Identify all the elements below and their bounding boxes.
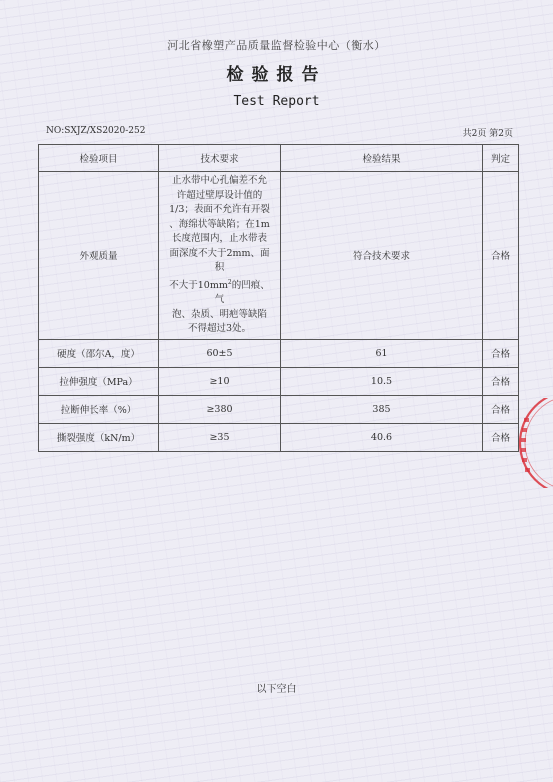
verdict-cell: 合格 [483, 172, 519, 340]
official-seal-stamp [500, 398, 553, 488]
item-cell: 拉断伸长率（%） [39, 395, 159, 423]
verdict-cell: 合格 [483, 339, 519, 367]
requirement-cell: ≥10 [159, 367, 281, 395]
table-row [39, 339, 519, 367]
requirement-cell [159, 172, 281, 340]
column-header-item: 检验项目 [39, 145, 159, 172]
requirement-line: 长度范围内，止水带表 [171, 233, 267, 244]
item-cell: 硬度（邵尔A，度） [39, 339, 159, 367]
result-cell: 385 [281, 395, 483, 423]
table-header-row [39, 145, 519, 172]
report-title-cn: 检验报告 [226, 65, 327, 85]
result-cell: 符合技术要求 [281, 172, 483, 340]
report-number: NO:SXJZ/XS2020-252 [46, 126, 146, 136]
results-table [38, 144, 519, 452]
page-indicator: 共2页 第2页 [462, 129, 513, 139]
item-cell: 拉伸强度（MPa） [39, 367, 159, 395]
requirement-cell: ≥35 [159, 423, 281, 451]
table-row [39, 367, 519, 395]
requirement-line: 止水带中心孔偏差不允 [171, 175, 267, 186]
result-cell: 10.5 [281, 367, 483, 395]
result-cell: 40.6 [281, 423, 483, 451]
requirement-line: 不大于$10mm^2$的凹痕、气 [169, 278, 270, 306]
requirement-line: 1/3；表面不允许有开裂 [169, 204, 270, 215]
table-row [39, 172, 519, 340]
requirement-cell: ≥380 [159, 395, 281, 423]
table-row [39, 395, 519, 423]
column-header-requirement: 技术要求 [159, 145, 281, 172]
requirement-line: 泡、杂质、明疤等缺陷 [171, 308, 267, 320]
verdict-cell: 合格 [483, 395, 519, 423]
column-header-verdict: 判定 [483, 145, 519, 172]
requirement-line: 、海绵状等缺陷；在1m [169, 218, 270, 230]
requirement-cell: 60±5 [159, 339, 281, 367]
item-cell: 外观质量 [39, 172, 159, 340]
item-cell: 撕裂强度（kN/m） [39, 423, 159, 451]
column-header-result: 检验结果 [281, 145, 483, 172]
report-title-en: Test Report [233, 94, 320, 109]
blank-below-note: 以下空白 [256, 684, 297, 695]
requirement-line: 面深度不大于2mm、面积 [169, 247, 270, 273]
requirement-line: 不得超过3处。 [187, 323, 252, 335]
verdict-cell: 合格 [483, 367, 519, 395]
verdict-cell: 合格 [483, 423, 519, 451]
issuing-organization: 河北省橡塑产品质量监督检验中心（衡水） [167, 39, 386, 52]
result-cell: 61 [281, 339, 483, 367]
requirement-line: 许超过壁厚设计值的 [176, 189, 263, 201]
table-row [39, 423, 519, 451]
